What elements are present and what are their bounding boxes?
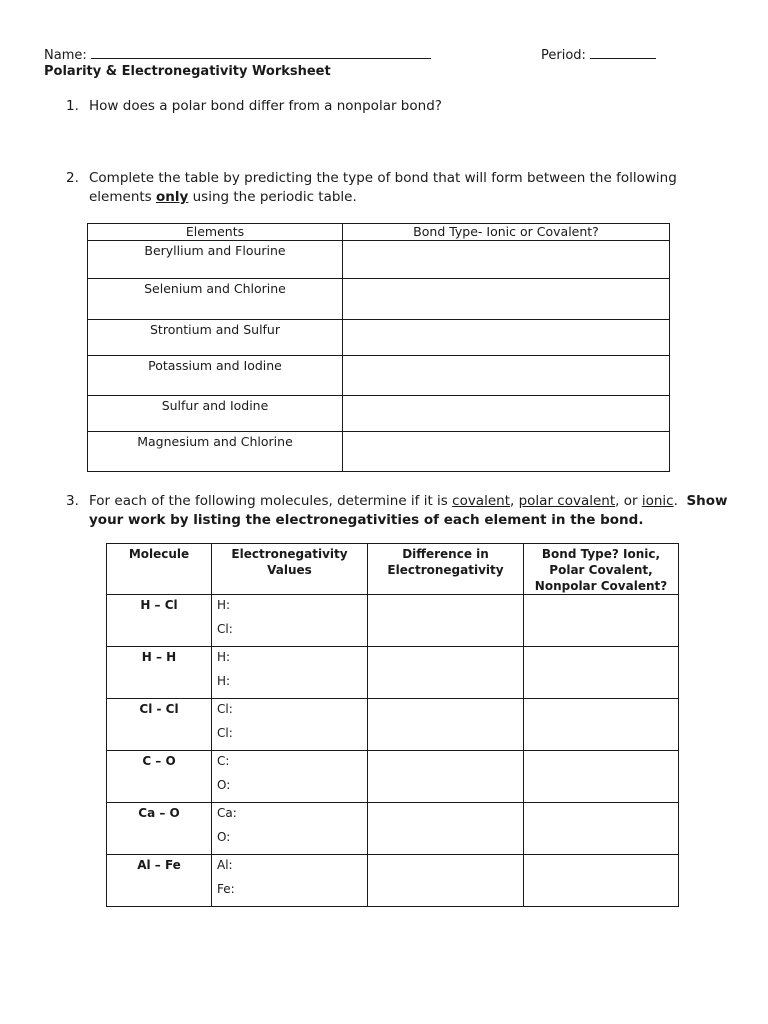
name-blank[interactable] [91, 46, 431, 59]
value-label: Fe: [217, 882, 235, 896]
separator: , [510, 493, 519, 509]
elements-cell: Sulfur and Iodine [88, 396, 343, 432]
difference-answer-cell[interactable] [368, 595, 524, 647]
value-label: Cl: [217, 702, 233, 716]
header-bond-type: Bond Type? Ionic, Polar Covalent, Nonpolar Covalent? [524, 544, 679, 595]
difference-answer-cell[interactable] [368, 751, 524, 803]
elements-cell: Potassium and Iodine [88, 356, 343, 396]
question-3 [66, 492, 746, 530]
show-work-bold: Show [686, 493, 728, 509]
table-row [107, 647, 679, 699]
difference-answer-cell[interactable] [368, 699, 524, 751]
bond-type-table [87, 223, 670, 472]
electronegativity-values-cell[interactable] [212, 699, 368, 751]
electronegativity-table [106, 543, 679, 907]
value-label: H: [217, 650, 231, 664]
elements-cell: Beryllium and Flourine [88, 241, 343, 279]
value-label: C: [217, 754, 230, 768]
molecule-cell: Al – Fe [107, 855, 212, 907]
question-2-number: 2. [66, 170, 79, 186]
bond-type-answer-cell[interactable] [524, 595, 679, 647]
value-label: O: [217, 830, 231, 844]
elements-cell: Strontium and Sulfur [88, 320, 343, 356]
molecule-cell: H – Cl [107, 595, 212, 647]
question-3-number: 3. [66, 493, 79, 509]
value-label: H: [217, 674, 231, 688]
molecule-cell: Ca – O [107, 803, 212, 855]
header-difference: Difference in Electronegativity [368, 544, 524, 595]
molecule-cell: C – O [107, 751, 212, 803]
value-label: Al: [217, 858, 233, 872]
page-title: Polarity & Electronegativity Worksheet [44, 64, 331, 79]
electronegativity-values-cell[interactable] [212, 751, 368, 803]
table-row [88, 279, 670, 320]
bond-type-answer-cell[interactable] [343, 396, 670, 432]
value-label: Ca: [217, 806, 237, 820]
bond-type-answer-cell[interactable] [343, 241, 670, 279]
difference-answer-cell[interactable] [368, 855, 524, 907]
name-line[interactable] [44, 46, 431, 63]
option-covalent: covalent [452, 493, 510, 509]
question-2 [66, 169, 706, 207]
emphasis-only: only [156, 189, 189, 205]
bond-type-answer-cell[interactable] [524, 751, 679, 803]
question-2-line-2 [89, 188, 706, 207]
name-label: Name: [44, 48, 87, 63]
electronegativity-values-cell[interactable] [212, 595, 368, 647]
period-blank[interactable] [590, 46, 656, 59]
electronegativity-values-cell[interactable] [212, 855, 368, 907]
bond-type-answer-cell[interactable] [343, 432, 670, 472]
period-line[interactable] [541, 46, 656, 63]
header-electronegativity-values: Electronegativity Values [212, 544, 368, 595]
table-row [88, 320, 670, 356]
elements-cell: Selenium and Chlorine [88, 279, 343, 320]
molecule-cell: Cl - Cl [107, 699, 212, 751]
header-elements: Elements [88, 224, 343, 241]
bond-type-answer-cell[interactable] [524, 803, 679, 855]
separator: , or [615, 493, 642, 509]
question-1-text: How does a polar bond differ from a nonpolar bond? [89, 98, 442, 114]
bond-type-answer-cell[interactable] [524, 699, 679, 751]
value-label: Cl: [217, 726, 233, 740]
value-label: H: [217, 598, 231, 612]
period-label: Period: [541, 48, 586, 63]
question-1-number: 1. [66, 98, 79, 114]
table-row [88, 432, 670, 472]
table-row [107, 699, 679, 751]
table-row [107, 595, 679, 647]
header-molecule: Molecule [107, 544, 212, 595]
table-row [88, 396, 670, 432]
value-label: O: [217, 778, 231, 792]
bond-type-answer-cell[interactable] [343, 356, 670, 396]
molecule-cell: H – H [107, 647, 212, 699]
header-bond-type: Bond Type- Ionic or Covalent? [343, 224, 670, 241]
separator: . [673, 493, 687, 509]
question-3-line-2: your work by listing the electronegativities of each element in the bond. [89, 512, 644, 528]
elements-cell: Magnesium and Chlorine [88, 432, 343, 472]
table-row [88, 356, 670, 396]
electronegativity-values-cell[interactable] [212, 803, 368, 855]
table-row [107, 751, 679, 803]
option-ionic: ionic [641, 493, 674, 509]
difference-answer-cell[interactable] [368, 803, 524, 855]
question-2-line-2-pre: elements [89, 189, 156, 205]
question-3-line-1-pre: For each of the following molecules, determine if it is [89, 493, 453, 509]
table-row [107, 855, 679, 907]
value-label: Cl: [217, 622, 233, 636]
table-row [107, 803, 679, 855]
option-polar-covalent: polar covalent [518, 493, 616, 509]
bond-type-answer-cell[interactable] [524, 647, 679, 699]
question-3-line-1 [89, 492, 746, 511]
table-header-row [107, 544, 679, 595]
question-1 [66, 97, 442, 116]
bond-type-answer-cell[interactable] [524, 855, 679, 907]
bond-type-answer-cell[interactable] [343, 320, 670, 356]
question-2-line-1: Complete the table by predicting the type of bond that will form between the following [89, 170, 677, 186]
difference-answer-cell[interactable] [368, 647, 524, 699]
table-row [88, 241, 670, 279]
question-2-line-2-post: using the periodic table. [188, 189, 357, 205]
bond-type-answer-cell[interactable] [343, 279, 670, 320]
electronegativity-values-cell[interactable] [212, 647, 368, 699]
table-header-row [88, 224, 670, 241]
